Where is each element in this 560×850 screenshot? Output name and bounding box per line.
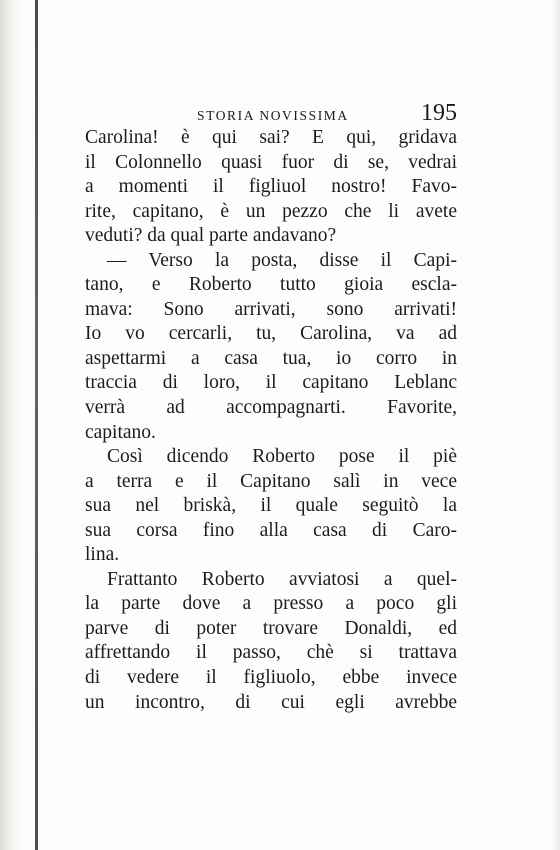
text-line: un incontro, di cui egli avrebbe (85, 691, 457, 713)
text-line: di vedere il figliuolo, ebbe invece (85, 667, 457, 689)
text-line: parve di poter trovare Donaldi, ed (85, 617, 457, 639)
text-line: traccia di loro, il capitano Leblanc (85, 372, 457, 394)
page-number: 195 (421, 100, 457, 126)
text-line: sua nel briskà, il quale seguitò la (85, 495, 457, 517)
page-edge (552, 0, 560, 850)
text-line: Io vo cercarli, tu, Carolina, va ad (85, 323, 457, 345)
text-line: lina. (85, 544, 120, 566)
text-line: veduti? da qual parte andavano? (85, 225, 337, 247)
body-text (85, 126, 457, 715)
text-line: — Verso la posta, disse il Capi- (107, 249, 457, 271)
text-line: a momenti il figliuol nostro! Favo- (85, 176, 457, 198)
text-line: verrà ad accompagnarti. Favorite, (85, 397, 457, 419)
text-line: mava: Sono arrivati, sono arrivati! (85, 298, 457, 320)
text-line: tano, e Roberto tutto gioia escla- (85, 274, 457, 296)
text-line: capitano. (85, 421, 156, 443)
text-line: affrettando il passo, chè si trattava (85, 642, 457, 664)
text-line: Così dicendo Roberto pose il piè (107, 446, 457, 468)
text-line: Carolina! è qui sai? E qui, gridava (85, 127, 457, 148)
text-line: il Colonnello quasi fuor di se, vedrai (85, 151, 457, 173)
text-line: Frattanto Roberto avviatosi a quel- (107, 568, 457, 590)
text-line: aspettarmi a casa tua, io corro in (85, 347, 457, 369)
running-head: STORIA NOVISSIMA (197, 108, 349, 123)
text-line: la parte dove a presso a poco gli (85, 593, 457, 615)
text-line: a terra e il Capitano salì in vece (85, 470, 457, 492)
text-line: rite, capitano, è un pezzo che li avete (85, 200, 457, 222)
binding-edge (35, 0, 38, 850)
text-line: sua corsa fino alla casa di Caro- (85, 519, 457, 541)
